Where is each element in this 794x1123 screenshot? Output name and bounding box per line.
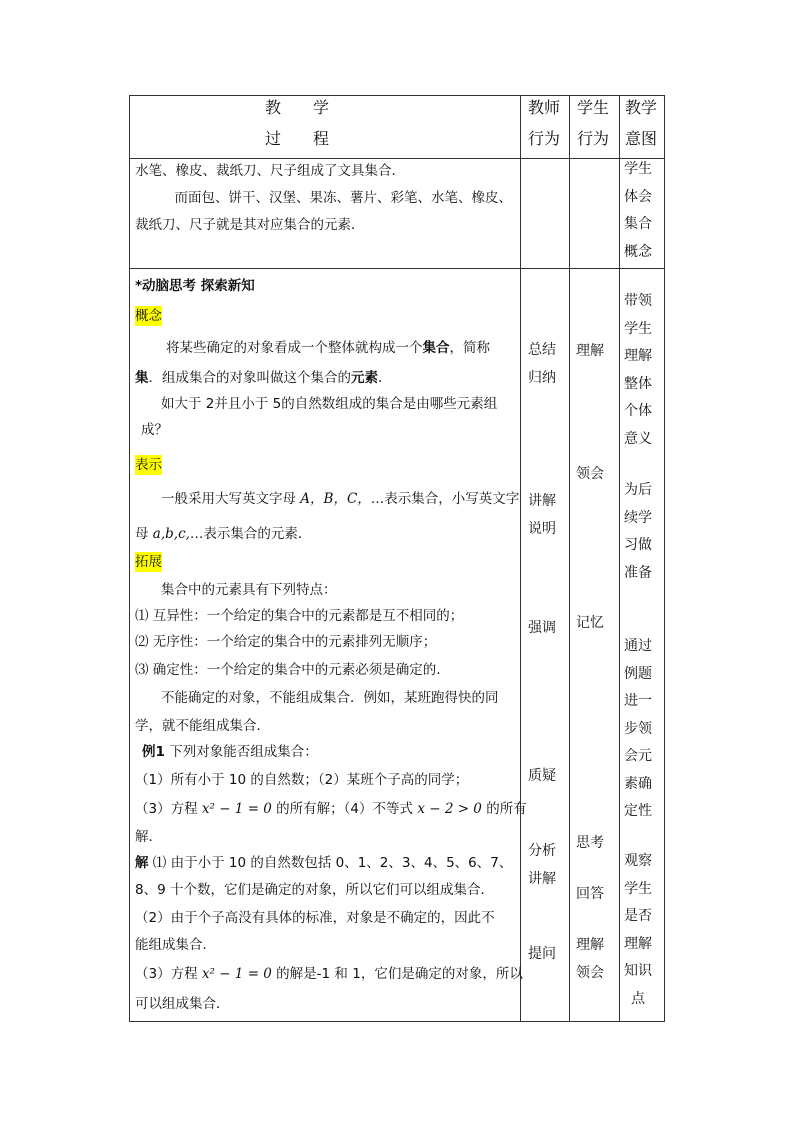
math-text: x² − 1 = 0 [201,966,272,982]
example-label: 例1 [142,744,165,760]
intent-text: 进一 [624,693,652,709]
extension-note-line2: 学，就不能组成集合． [135,718,270,734]
intent-text: 例题 [624,665,652,682]
text: 母 [135,526,153,542]
text: ⑴ 由于小于 10 的自然数包括 0、1、2、3、4、5、6、7、 [148,855,513,871]
math-text: A，B，C， [300,491,371,507]
teacher-text: 总结 [528,342,556,358]
intent-text: 集合 [624,216,652,232]
text: 一般采用大写英文字母 [161,491,301,507]
text: （3）方程 [135,801,202,817]
row-divider [130,268,664,269]
teacher-action-question: 质疑 [528,768,556,784]
math-text: x² − 1 = 0 [201,801,272,817]
student-action-understand-grasp [575,932,605,987]
term-set: 集合 [422,340,450,356]
solution-line4: 能组成集合． [135,937,216,953]
teacher-text: 讲解 [528,493,556,509]
concept-paragraph-line2 [135,368,392,388]
header-intent-line1: 教学 [625,98,658,117]
header-teacher-line1: 教师 [528,98,561,117]
representation-line1 [161,489,519,509]
header-teacher-line2: 行为 [528,129,561,148]
example-line2 [135,799,527,819]
intent-text: 学生 [624,320,652,337]
solution-line3: （2）由于个子高没有具体的标准，对象是不确定的，因此不 [135,910,495,926]
example-line3: 解． [135,829,162,845]
teacher-text: 讲解 [528,870,556,887]
solution-label: 解 [135,855,149,871]
teacher-action-ask: 提问 [528,946,556,962]
intent-text: 通过 [624,638,652,654]
intent-text: 定性 [624,803,652,819]
intent-text: 步领 [624,720,652,737]
intent-text: 为后 [624,482,652,498]
intent-text: 知识 [624,963,652,979]
intent-text: 带领 [624,293,652,309]
text: …表示集合的元素． [189,526,312,542]
student-action-understand: 理解 [576,343,604,359]
intent-text: 习做 [624,537,652,553]
extension-intro: 集合中的元素具有下列特点： [161,582,337,598]
concept-question-line1: 如大于 2并且小于 5的自然数组成的集合是由哪些元素组 [161,396,498,412]
text: 将某些确定的对象看成一个整体就构成一个 [166,340,423,356]
student-action-memorize: 记忆 [576,615,604,631]
intent-text: 会元 [624,748,652,764]
text: （3）方程 [135,966,202,982]
student-action-think: 思考 [576,835,604,851]
solution-line1 [135,853,512,873]
teacher-text: 分析 [528,843,556,859]
intent-text: 准备 [624,564,652,581]
col-divider-2 [569,96,570,1021]
header-process-line1: 教 学 [265,98,330,117]
teacher-text: 归纳 [528,369,556,386]
row1-line1: 水笔、橡皮、裁纸刀、尺子组成了文具集合． [135,163,405,179]
text: 的解是-1 和 1，它们是确定的对象，所以 [271,966,523,982]
teacher-text: 说明 [528,520,556,537]
math-text: x − 2 > 0 [417,801,482,817]
intent-text: 点 [631,990,645,1007]
intent-text: 意义 [624,430,652,447]
text: 的所有解；（4）不等式 [271,801,418,817]
col-divider-1 [520,96,521,1021]
representation-tag: 表示 [135,457,162,473]
intent-text: 概念 [624,243,652,260]
intent-text: 理解 [624,935,652,952]
intent-text: 是否 [624,908,652,924]
extension-item-3: ⑶ 确定性：一个给定的集合中的元素必须是确定的. [135,662,441,678]
student-text: 理解 [576,937,604,953]
extension-note-line1: 不能确定的对象，不能组成集合．例如，某班跑得快的同 [161,690,499,706]
example-line1: （1）所有小于 10 的自然数；（2）某班个子高的同学； [135,772,469,788]
intent-text: 学生 [624,880,652,897]
solution-line2: 8、9 十个数，它们是确定的对象，所以它们可以组成集合． [135,882,494,898]
extension-tag: 拓展 [135,554,162,570]
example-heading [142,742,318,762]
row1-intent [623,156,653,266]
intent-block-4 [623,848,653,1013]
intent-block-3 [623,633,653,826]
intent-block-2 [623,477,653,587]
text: ，简称 [449,340,490,356]
extension-item-1: ⑴ 互异性：一个给定的集合中的元素都是互不相同的； [135,608,464,624]
concept-paragraph-line1 [166,338,490,358]
solution-line6: 可以组成集合． [135,996,230,1012]
col-divider-3 [619,96,620,1021]
text: ． [378,370,392,386]
intent-text: 体会 [624,188,652,205]
student-action-answer: 回答 [576,886,604,902]
header-divider [130,158,664,159]
term-set-short: 集 [135,370,149,386]
intent-text: 个体 [624,403,652,419]
student-text: 领会 [576,964,604,981]
student-action-grasp: 领会 [576,466,604,482]
representation-line2 [135,524,311,544]
math-text: a,b,c, [152,526,190,542]
concept-tag: 概念 [135,308,162,324]
header-intent-line2: 意图 [625,129,658,148]
intent-text: 整体 [624,375,652,392]
intent-text: 观察 [624,853,652,869]
term-element: 元素 [351,370,378,386]
text: …表示集合，小写英文字 [370,491,520,507]
teacher-action-summarize [527,337,557,392]
header-process-line2: 过 程 [265,129,330,148]
teacher-action-analyze [527,838,557,893]
teacher-action-explain [527,488,557,543]
intent-text: 续学 [624,509,652,526]
row1-line3: 裁纸刀、尺子就是其对应集合的元素． [135,217,365,233]
text: 下列对象能否组成集合： [164,744,318,760]
intent-text: 学生 [624,161,652,177]
extension-item-2: ⑵ 无序性：一个给定的集合中的元素排列无顺序； [135,634,437,650]
header-student-line1: 学生 [577,98,610,117]
text: ．组成集合的对象叫做这个集合的 [148,370,351,386]
teacher-action-emphasize: 强调 [528,620,556,636]
solution-line5 [135,964,523,984]
concept-question-line2: 成？ [141,422,168,438]
intent-block-1 [623,288,653,453]
intent-text: 理解 [624,348,652,364]
section-title: *动脑思考 探索新知 [135,278,255,294]
header-student-line2: 行为 [577,129,610,148]
text: 的所有 [481,801,527,817]
intent-text: 素确 [624,775,652,792]
row1-line2: 而面包、饼干、汉堡、果冻、薯片、彩笔、水笔、橡皮、 [161,190,512,206]
